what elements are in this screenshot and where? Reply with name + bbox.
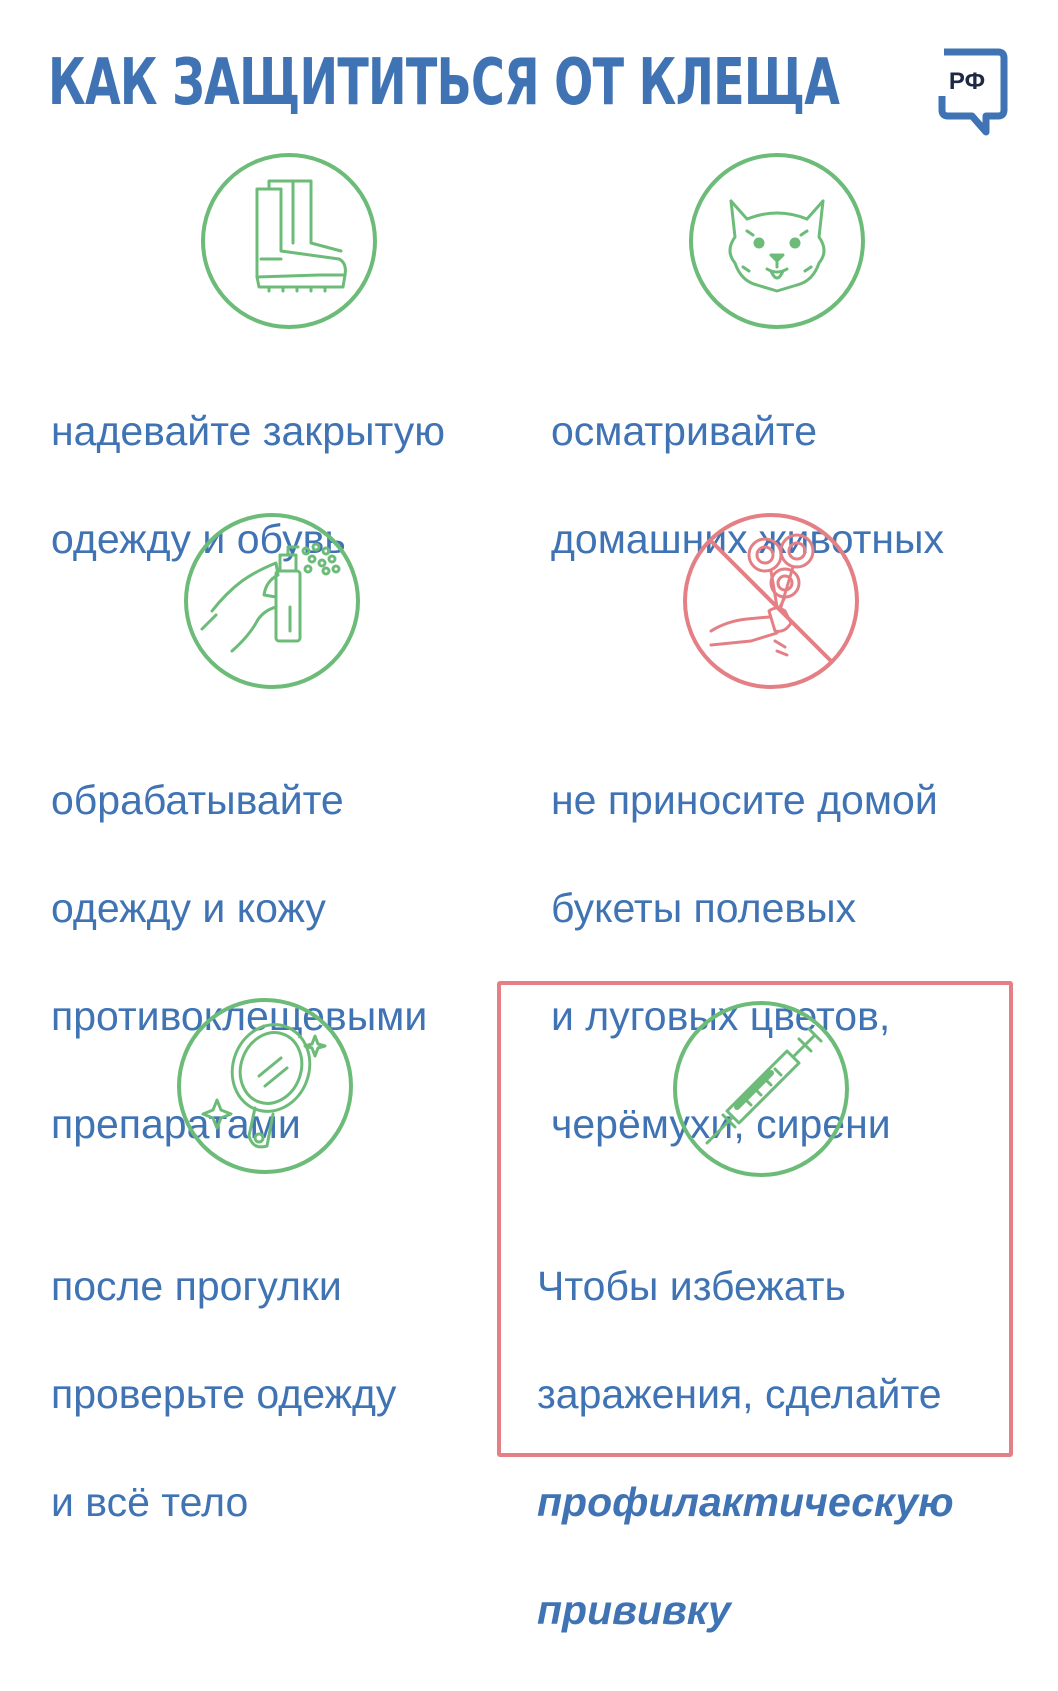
tip-line: домашних животных [551, 516, 944, 562]
tip-icon-mirror [175, 996, 355, 1176]
syringe-icon [671, 999, 851, 1179]
tip-line: обрабатывайте [51, 777, 344, 823]
page-title: КАК ЗАЩИТИТЬСЯ ОТ КЛЕЩА [48, 46, 840, 120]
tip-line: одежду и кожу [51, 885, 326, 931]
tip-text-vaccination [537, 1205, 954, 1691]
tip-line: черёмухи, сирени [551, 1101, 891, 1147]
tip-line: после прогулки [51, 1263, 342, 1309]
tip-text-check [51, 1205, 396, 1583]
tip-line: и всё тело [51, 1479, 249, 1525]
tip-line: и луговых цветов, [551, 993, 891, 1039]
tip-icon-dog [687, 151, 867, 331]
tip-icon-no-flowers [681, 511, 861, 691]
rubber-boots-icon [199, 151, 379, 331]
tip-line-emphasis: прививку [537, 1587, 731, 1633]
tip-line: одежду и обувь [51, 516, 346, 562]
tip-line: букеты полевых [551, 885, 857, 931]
spray-bottle-hand-icon [182, 511, 362, 691]
tip-line: противоклещевыми [51, 993, 428, 1039]
tip-icon-boots [199, 151, 379, 331]
logo [936, 46, 1010, 136]
tip-line: препаратами [51, 1101, 301, 1147]
tip-icon-spray [182, 511, 362, 691]
dog-face-icon [687, 151, 867, 331]
tip-line: надевайте закрытую [51, 408, 446, 454]
no-flowers-icon [681, 511, 861, 691]
tip-line: осматривайте [551, 408, 818, 454]
tip-icon-syringe [671, 999, 851, 1179]
tip-line: не приносите домой [551, 777, 938, 823]
logo-text: РФ [938, 68, 996, 96]
tip-line: проверьте одежду [51, 1371, 397, 1417]
hand-mirror-icon [175, 996, 355, 1176]
tip-line: Чтобы избежать [537, 1263, 846, 1309]
tip-line-emphasis: профилактическую [537, 1479, 954, 1525]
tip-line: заражения, сделайте [537, 1371, 942, 1417]
